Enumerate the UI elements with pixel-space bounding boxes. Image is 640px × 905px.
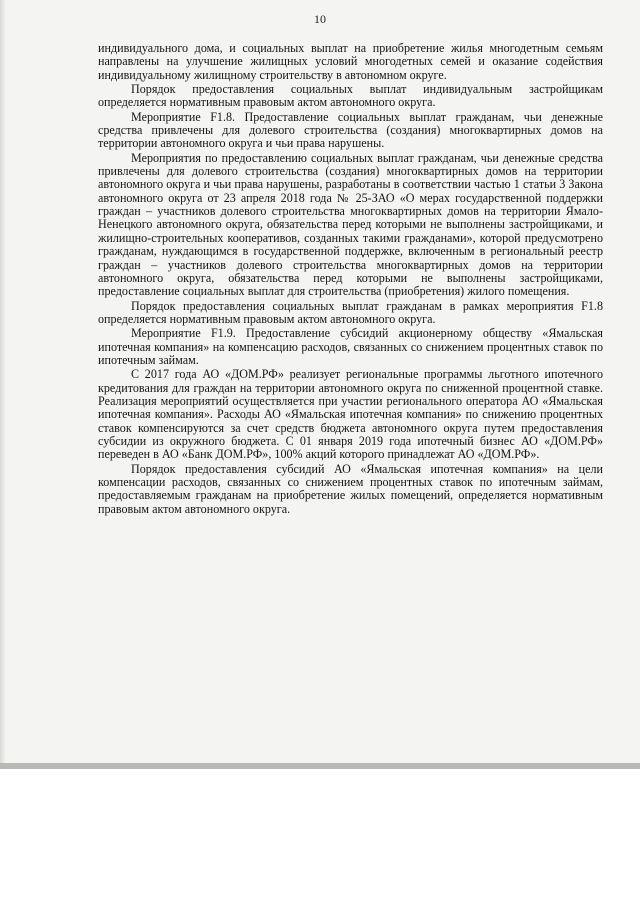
page-number: 10 bbox=[314, 12, 326, 26]
paragraph-measure-f1-8-basis: Мероприятия по предоставлению социальных выплат гражданам, чьи денежные средства привлечены для долевого строительства (создания) многоквартирных домов на территории автономного округа и чьи права нарушены, разработаны в соответствии частью 1 статьи 3 Закона автономного округа от 23 апреля 2018 года № 25-ЗАО «О мерах государственной поддержки граждан – участников долевого строительства многоквартирных домов на территории Ямало-Ненецкого автономного округа, обязательства перед которыми не выполнены застройщиками, и жилищно-строительных кооперативов, созданных такими гражданами», которой предусмотрено гражданам, нуждающимся в государственной поддержке, включенным в региональный реестр граждан – участников долевого строительства многоквартирных домов на территории автономного округа, обязательства перед которыми не выполнены застройщиками, предоставление социальных выплат для строительства (приобретения) жилого помещения. bbox=[98, 150, 603, 299]
paragraph-measure-f1-9: Мероприятие F1.9. Предоставление субсидий акционерному обществу «Ямальская ипотечная компания» на компенсацию расходов, связанных со снижением процентных ставок по ипотечным займам. bbox=[98, 326, 603, 367]
paragraph-individual-builders-procedure: Порядок предоставления социальных выплат индивидуальным застройщикам определяется нормативным правовым актом автономного округа. bbox=[98, 82, 603, 110]
paragraph-measure-f1-8-procedure: Порядок предоставления социальных выплат гражданам в рамках мероприятия F1.8 определяется нормативным правовым актом автономного округа. bbox=[98, 298, 603, 326]
document-body bbox=[98, 42, 603, 516]
paragraph-subsidy-procedure: Порядок предоставления субсидий АО «Ямальская ипотечная компания» на цели компенсации расходов, связанных со снижением процентных ставок по ипотечным займам, предоставляемым гражданам на приобретение жилых помещений, определяется нормативным правовым актом автономного округа. bbox=[98, 461, 603, 516]
paragraph-continuation: индивидуального дома, и социальных выплат на приобретение жилья многодетным семьям направлены на улучшение жилищных условий многодетных семей и оказание содействия индивидуальному жилищному строительству в автономном округе. bbox=[98, 41, 603, 82]
paragraph-dom-rf-programs: С 2017 года АО «ДОМ.РФ» реализует региональные программы льготного ипотечного кредитования для граждан на территории автономного округа по сниженной процентной ставке. Реализация мероприятий осуществляется при участии регионального оператора АО «Ямальская ипотечная компания». Расходы АО «Ямальская ипотечная компания» по снижению процентных ставок компенсируются за счет средств бюджета автономного округа путем предоставления субсидии из окружного бюджета. С 01 января 2019 года ипотечный бизнес АО «ДОМ.РФ» переведен в АО «Банк ДОМ.РФ», 100% акций которого принадлежат АО «ДОМ.РФ». bbox=[98, 367, 603, 462]
paragraph-measure-f1-8: Мероприятие F1.8. Предоставление социальных выплат гражданам, чьи денежные средства привлечены для долевого строительства (создания) многоквартирных домов на территории автономного округа и чьи права нарушены. bbox=[98, 109, 603, 151]
